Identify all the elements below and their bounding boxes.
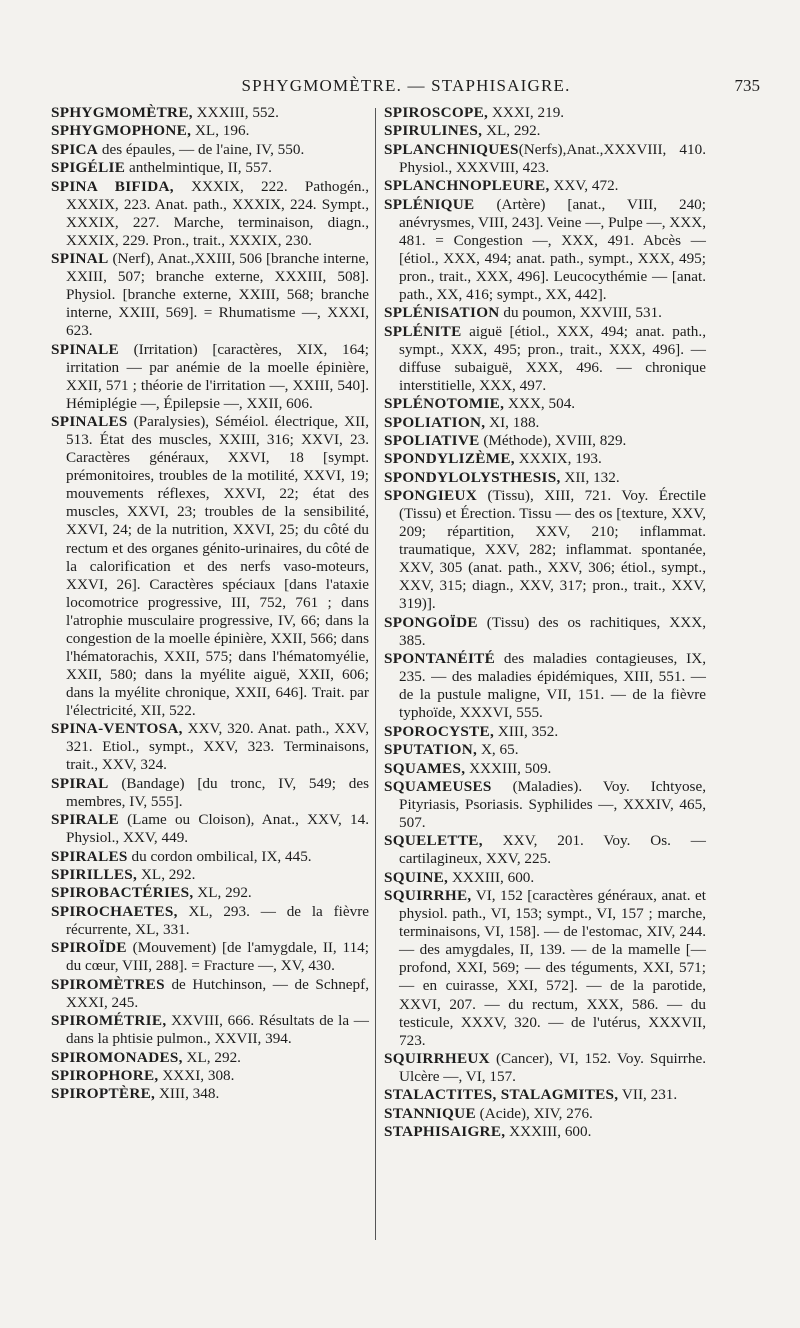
entry-references: XXXIII, 509. [465, 759, 552, 777]
index-entry [51, 122, 369, 140]
entry-references: (Mouvement) [de l'amygdale, II, 114; du cœur, VIII, 288]. = Fracture —, XV, 430. [66, 939, 369, 975]
entry-headword: SPIRILLES, [51, 866, 138, 884]
entry-headword: SPINALES [51, 413, 128, 431]
entry-references: XIII, 352. [494, 722, 559, 740]
index-entry [384, 614, 706, 650]
entry-headword: STANNIQUE [384, 1104, 476, 1122]
entry-headword: STALACTITES, STALAGMITES, [384, 1086, 619, 1104]
index-entry [51, 178, 369, 250]
entry-references: de Hutchinson, — de Schnepf, XXXI, 245. [66, 975, 369, 1011]
entry-headword: SQUAMES, [384, 759, 466, 777]
index-entry [384, 869, 706, 887]
index-entry [51, 1067, 369, 1085]
index-entry [51, 903, 369, 939]
index-entry [384, 1086, 706, 1104]
entry-references: XII, 132. [560, 468, 620, 486]
index-entry [51, 1049, 369, 1067]
entry-references: (Artère) [anat., VIII, 240; anévrysmes, VIII, 243]. Veine —, Pulpe —, XXX, 481. = Congestion —, XXX, 491. Abcès — [étiol., XXX, 494; anat. path., sympt., XXX, 495; pron., trait., XXX, 496]. Leucocythémie — [anat. path., XX, 416; sympt., XX, 442]. [399, 195, 706, 303]
index-entry [384, 1105, 706, 1123]
index-entry [51, 104, 369, 122]
index-entry [384, 122, 706, 140]
running-title: SPHYGMOMÈTRE. — STAPHISAIGRE. [241, 76, 571, 95]
entry-references: XL, 196. [191, 122, 250, 140]
entry-headword: SPOLIATION, [384, 413, 486, 431]
index-entry [384, 723, 706, 741]
index-entry [384, 760, 706, 778]
entry-references: (Tissu), XIII, 721. Voy. Érectile (Tissu) et Érection. Tissu — des os [texture, XXV, 209; répartition, XXV, 210; inflammat. traumatique, XXV, 282; inflammat. spontanée, XXV, 305 (anat. path., XXV, 306; étiol., sympt., XXV, 315; diagn., XXV, 317; pron., trait., XXV, 319)]. [399, 487, 706, 613]
entry-headword: SPLÉNOTOMIE, [384, 395, 505, 413]
index-entry [51, 341, 369, 413]
entry-headword: SQUIRRHE, [384, 887, 472, 905]
entry-headword: SPUTATION, [384, 741, 478, 759]
entry-references: XXV, 320. Anat. path., XXV, 321. Etiol., sympt., XXV, 323. Terminaisons, trait., XXV, 324. [66, 720, 369, 774]
index-entry [384, 141, 706, 177]
entry-references: (Nerf), Anat.,XXIII, 506 [branche interne, XXIII, 507; branche externe, XXXIII, 508]. Physiol. [branche externe, XXIII, 568; branche interne, XXIII, 569]. = Rhumatisme —, XXXI, 623. [66, 250, 369, 340]
entry-headword: SPLÉNISATION [384, 304, 500, 322]
entry-references: XXXIII, 552. [192, 104, 279, 121]
index-entry [384, 450, 706, 468]
column-divider [375, 108, 376, 1240]
entry-headword: SPICA [51, 140, 99, 158]
index-entry [51, 939, 369, 975]
index-entry [384, 395, 706, 413]
entry-headword: SPLANCHNIQUES [384, 140, 519, 158]
entry-headword: SQUINE, [384, 868, 449, 886]
entry-headword: SPOLIATIVE [384, 431, 480, 449]
entry-headword: SPIRALE [51, 811, 119, 829]
entry-references: (Lame ou Cloison), Anat., XXV, 14. Physiol., XXV, 449. [66, 811, 369, 847]
entry-references: XXXI, 219. [488, 104, 565, 121]
entry-headword: SPIROMÉTRIE, [51, 1012, 167, 1030]
entry-headword: SPINA BIFIDA, [51, 177, 174, 195]
page-number: 735 [734, 76, 760, 95]
left-column [51, 104, 369, 1104]
entry-headword: SPHYGMOMÈTRE, [51, 104, 193, 121]
entry-references: XXXIII, 600. [448, 868, 535, 886]
entry-references: XL, 292. [137, 866, 196, 884]
entry-references: XXV, 201. Voy. Os. — cartilagineux, XXV, 225. [399, 832, 706, 868]
entry-references: XL, 293. — de la fièvre récurrente, XL, 331. [66, 902, 369, 938]
index-entry [51, 413, 369, 720]
entry-references: (Tissu) des os rachitiques, XXX, 385. [399, 613, 706, 649]
index-entry [384, 177, 706, 195]
entry-headword: SPIROÏDE [51, 939, 127, 957]
entry-headword: SPIRAL [51, 774, 109, 792]
index-entry [51, 775, 369, 811]
entry-headword: SPONTANÉITÉ [384, 650, 496, 668]
entry-headword: SPIROMÈTRES [51, 975, 165, 993]
entry-headword: SPINA-VENTOSA, [51, 720, 183, 738]
entry-references: (Bandage) [du tronc, IV, 549; des membres, IV, 555]. [66, 774, 369, 810]
entry-references: XXX, 504. [504, 395, 576, 413]
entry-references: (Nerfs),Anat.,XXXVIII, 410. Physiol., XXXVIII, 423. [399, 140, 706, 176]
entry-references: XL, 292. [182, 1048, 241, 1066]
entry-headword: SPIROSCOPE, [384, 104, 489, 121]
index-entry [384, 304, 706, 322]
index-entry [51, 1085, 369, 1103]
index-entry [51, 884, 369, 902]
index-entry [384, 778, 706, 832]
entry-headword: SPOROCYSTE, [384, 722, 495, 740]
index-entry [51, 848, 369, 866]
index-entry [384, 832, 706, 868]
right-column [384, 104, 706, 1142]
index-entry [384, 469, 706, 487]
index-entry [51, 1012, 369, 1048]
entry-headword: SQUELETTE, [384, 832, 483, 850]
entry-references: (Acide), XIV, 276. [475, 1104, 593, 1122]
entry-headword: SPLÉNITE [384, 322, 462, 340]
index-entry [384, 1123, 706, 1141]
entry-references: XXXIII, 600. [505, 1123, 592, 1141]
index-entry [51, 250, 369, 340]
entry-headword: SPIROPHORE, [51, 1067, 159, 1085]
entry-references: (Paralysies), Séméiol. électrique, XII, 513. État des muscles, XXIII, 316; XXVI, 23. Caractères généraux, XXVI, 18 [sympt. prémonitoires, troubles de la motilité, XXVI, 19; mouvements réflexes, XXVI, 22; état des muscles, XXVI, 23; troubles de la sensibilité, XXVI, 24; de la nutrition, XXVI, 25; du côté du rectum et des organes génito-urinaires, du côté de la calorification et des nerfs vaso-moteurs, XXVI, 26]. Caractères spéciaux [dans l'ataxie locomotrice progressive, III, 752, 761 ; dans l'atrophie musculaire progressive, IV, 66; dans la congestion de la moelle épinière, XXII, 566; dans l'hématorachis, XXII, 575; dans l'hématomyélie, XXII, 580; dans la myélite aiguë, XXII, 606; dans la myélite chronique, XXII, 646]. Trait. par l'électricité, XII, 522. [66, 413, 369, 719]
entry-references: VI, 152 [caractères généraux, anat. et physiol. path., VI, 153; sympt., VI, 157 ; marche, terminaisons, VI, 158]. — de l'estomac, XIV, 244. — des amygdales, II, 139. — de la mamelle [— profond, XXI, 569; — des téguments, XXI, 571; — en cuirasse, XXI, 572]. — de la parotide, XXVI, 207. — du rectum, XXX, 586. — du testicule, XXXV, 320. — de l'utérus, XXXVII, 723. [399, 887, 706, 1049]
index-entry [384, 741, 706, 759]
index-entry [384, 414, 706, 432]
entry-headword: SPONDYLOLYSTHESIS, [384, 468, 561, 486]
index-entry [384, 196, 706, 304]
index-entry [384, 487, 706, 613]
index-entry [384, 1050, 706, 1086]
entry-references: (Méthode), XVIII, 829. [479, 431, 627, 449]
index-entry [51, 159, 369, 177]
entry-references: (Cancer), VI, 152. Voy. Squirrhe. Ulcère —, VI, 157. [399, 1050, 706, 1086]
index-entry [384, 650, 706, 722]
index-entry [384, 104, 706, 122]
entry-headword: SPLANCHNOPLEURE, [384, 177, 550, 195]
entry-references: XI, 188. [485, 413, 540, 431]
entry-references: (Irritation) [caractères, XIX, 164; irritation — par anémie de la moelle épinière, XXII, 571 ; théorie de l'irritation —, XXIII, 540]. Hémiplégie —, Épilepsie —, XXII, 606. [66, 340, 369, 412]
entry-references: (Maladies). Voy. Ichtyose, Pityriasis, Psoriasis. Syphilides —, XXXIV, 465, 507. [399, 777, 706, 832]
index-entry [51, 720, 369, 774]
entry-references: anthelmintique, II, 557. [125, 159, 272, 177]
entry-headword: SPINAL [51, 250, 109, 268]
entry-headword: SPIRALES [51, 847, 128, 865]
entry-headword: SPONDYLIZÈME, [384, 450, 515, 468]
index-entry [51, 976, 369, 1012]
entry-headword: STAPHISAIGRE, [384, 1123, 506, 1141]
entry-references: du cordon ombilical, IX, 445. [127, 847, 312, 865]
entry-headword: SPHYGMOPHONE, [51, 122, 192, 140]
entry-references: XIII, 348. [155, 1085, 220, 1103]
entry-headword: SPONGIEUX [384, 487, 477, 505]
entry-references: du poumon, XXVIII, 531. [499, 304, 662, 322]
entry-references: XL, 292. [193, 884, 252, 902]
entry-headword: SPIGÉLIE [51, 159, 126, 177]
entry-references: XXXIX, 222. Pathogén., XXXIX, 223. Anat. path., XXXIX, 224. Sympt., XXXIX, 227. Marche, terminaison, diagn., XXXIX, 229. Pron., trait., XXXIX, 230. [66, 177, 370, 249]
index-entry [51, 141, 369, 159]
running-header [52, 76, 760, 100]
entry-references: XXXIX, 193. [514, 450, 602, 468]
entry-headword: SPINALE [51, 340, 119, 358]
entry-references: XL, 292. [482, 122, 541, 140]
entry-headword: SPIROCHAETES, [51, 902, 178, 920]
entry-headword: SPLÉNIQUE [384, 195, 475, 213]
entry-headword: SPIROMONADES, [51, 1048, 183, 1066]
entry-references: aiguë [étiol., XXX, 494; anat. path., sympt., XXX, 495; pron., trait., XXX, 496]. — diffuse subaiguë, XXX, 496. — chronique interstitielle, XXX, 497. [399, 322, 706, 394]
entry-headword: SQUAMEUSES [384, 777, 492, 795]
entry-references: VII, 231. [618, 1086, 678, 1104]
entry-headword: SQUIRRHEUX [384, 1050, 490, 1067]
entry-headword: SPIROBACTÉRIES, [51, 884, 194, 902]
entry-headword: SPIROPTÈRE, [51, 1085, 156, 1103]
entry-references: X, 65. [477, 741, 519, 759]
entry-headword: SPIRULINES, [384, 122, 483, 140]
index-entry [384, 323, 706, 395]
index-entry [384, 432, 706, 450]
index-entry [51, 866, 369, 884]
entry-references: des épaules, — de l'aine, IV, 550. [98, 140, 305, 158]
entry-references: XXVIII, 666. Résultats de la — dans la phtisie pulmon., XXVII, 394. [66, 1012, 369, 1048]
index-entry [384, 887, 706, 1049]
entry-references: des maladies contagieuses, IX, 235. — des maladies épidémiques, XIII, 551. — de la pustule maligne, VII, 151. — de la fièvre typhoïde, XXXVI, 555. [399, 650, 706, 722]
index-entry [51, 811, 369, 847]
entry-references: XXV, 472. [549, 177, 619, 195]
entry-headword: SPONGOÏDE [384, 613, 478, 631]
entry-references: XXXI, 308. [158, 1067, 235, 1085]
